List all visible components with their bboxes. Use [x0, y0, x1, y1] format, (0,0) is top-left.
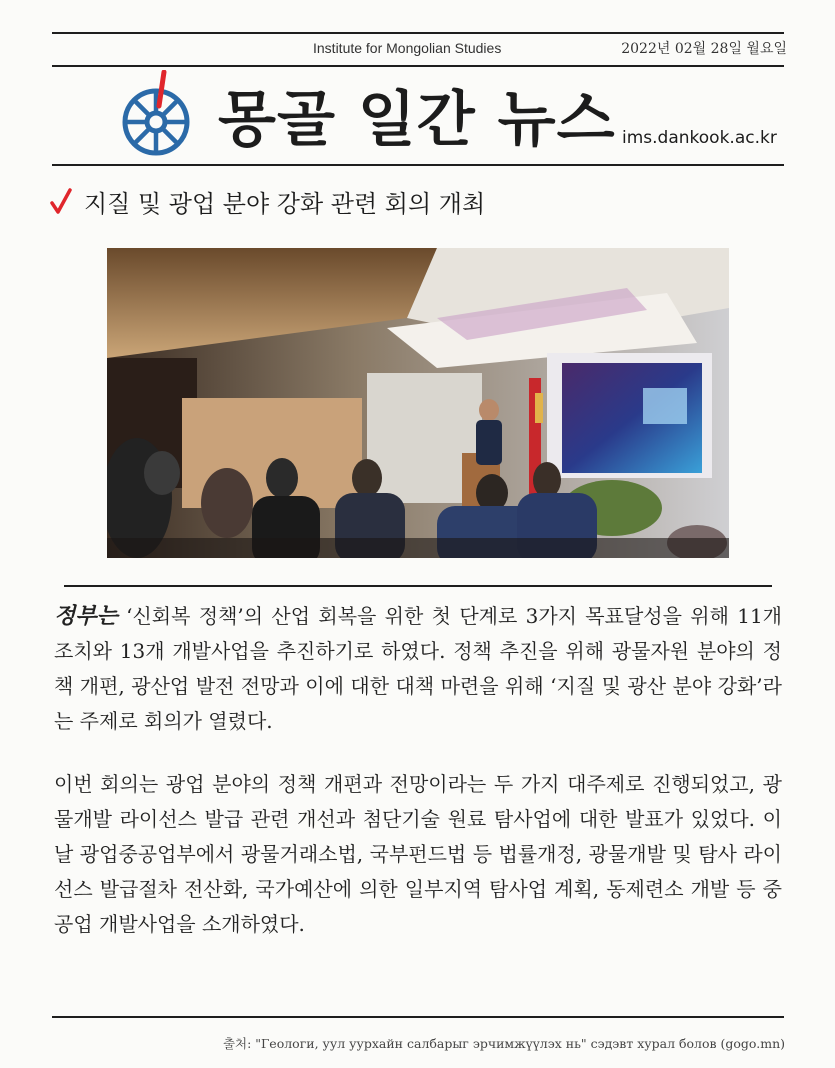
checkmark-icon — [50, 188, 72, 214]
paragraph-1-text: ‘신회복 정책’의 산업 회복을 위한 첫 단계로 3가지 목표달성을 위해 11개 조치와 13개 개발사업을 추진하기로 하였다. 정책 추진을 위해 광물자원 분야의 정책 개편, 광산업 발전 전망과 이에 대한 대책 마련을 위해 ‘지질 및 광산 분야 강화’라는 주제로 회의가 열렸다. — [54, 604, 782, 733]
website-url[interactable]: ims.dankook.ac.kr — [622, 128, 777, 148]
wheel-logo-icon — [118, 70, 194, 158]
issue-date: 2022년 02월 28일 월요일 — [621, 41, 787, 57]
masthead-title: 몽골 일간 뉴스 — [218, 85, 616, 155]
article-headline: 지질 및 광업 분야 강화 관련 회의 개최 — [84, 190, 486, 218]
header-rule — [52, 65, 784, 67]
masthead-rule — [52, 164, 784, 166]
conference-photo — [107, 248, 729, 558]
body-rule — [64, 585, 772, 587]
lead-word: 정부는 — [54, 604, 118, 629]
article-paragraph-2: 이번 회의는 광업 분야의 정책 개편과 전망이라는 두 가지 대주제로 진행되었고, 광물개발 라이선스 발급 관련 개선과 첨단기술 원료 탐사업에 대한 발표가 있었다. 이날 광업중공업부에서 광물거래소법, 국부펀드법 등 법률개정, 광물개발 및 탐사 라이선스 발급절차 전산화, 국가예산에 의한 일부지역 탐사업 계획, 동제련소 개발 등 중공업 개발사업을 소개하였다. — [54, 772, 782, 936]
footer-rule — [52, 1016, 784, 1018]
article-paragraph-1 — [54, 599, 782, 739]
top-rule — [52, 32, 784, 34]
institute-name: Institute for Mongolian Studies — [313, 40, 502, 56]
source-citation: 출처: "Геологи, уул уурхайн салбарыг эрчимжүүлэх нь" сэдэвт хурал болов (gogo.mn) — [222, 1036, 785, 1051]
